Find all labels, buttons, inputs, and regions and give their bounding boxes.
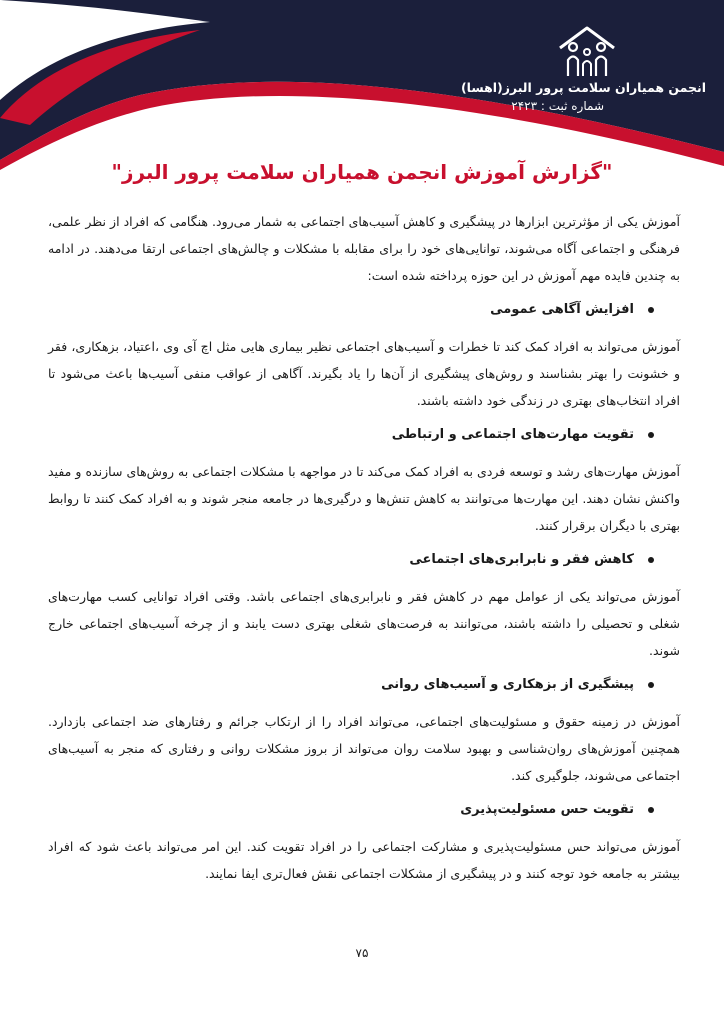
page-number: ۷۵ bbox=[355, 946, 369, 960]
section-heading bbox=[48, 424, 680, 446]
intro-paragraph: آموزش یکی از مؤثرترین ابزارها در پیشگیری و کاهش آسیب‌های اجتماعی به شمار می‌رود. هنگامی که افراد از نظر علمی، فرهنگی و اجتماعی آگاه می‌شوند، توانایی‌های خود را برای مقابله با مشکلات و چالش‌های اجتماعی ارتقا می‌دهند. در ادامه به چندین فایده مهم آموزش در این حوزه پرداخته شده است: bbox=[48, 214, 680, 283]
bullet-icon bbox=[648, 432, 654, 438]
bullet-icon bbox=[648, 682, 654, 688]
section-paragraph: آموزش می‌تواند به افراد کمک کند تا خطرات و آسیب‌های اجتماعی نظیر بیماری هایی مثل اچ آی وی ،اعتیاد، بزهکاری، فقر و خشونت را بهتر بشناسند و روش‌های پیشگیری از آن‌ها را یاد بگیرند. آگاهی از عواقب منفی آسیب‌ها باعث می‌شود تا افراد انتخاب‌های بهتری در زندگی خود داشته باشند. bbox=[48, 339, 680, 408]
section-heading bbox=[48, 799, 680, 821]
section-heading-text: تقویت مهارت‌های اجتماعی و ارتباطی bbox=[391, 427, 634, 442]
section-paragraph: آموزش می‌تواند حس مسئولیت‌پذیری و مشارکت اجتماعی را در افراد تقویت کند. این امر می‌تواند باعث شود که افراد بیشتر به جامعه خود توجه کنند و در پیشگیری از مشکلات اجتماعی نقش فعال‌تری ایفا نمایند. bbox=[48, 839, 680, 881]
registration-number: شماره ثبت : ۲۴۲۳ bbox=[511, 99, 604, 113]
section-heading bbox=[48, 549, 680, 571]
bullet-icon bbox=[648, 557, 654, 563]
section-heading-text: پیشگیری از بزهکاری و آسیب‌های روانی bbox=[381, 677, 634, 692]
report-title: "گزارش آموزش انجمن همیاران سلامت پرور البرز" bbox=[111, 160, 613, 184]
section-paragraph: آموزش می‌تواند یکی از عوامل مهم در کاهش فقر و نابرابری‌های اجتماعی باشد. وقتی افراد توانایی کسب مهارت‌های شغلی و تحصیلی را داشته باشند، می‌توانند به فرصت‌های شغلی بهتری دست یابند و از چرخه آسیب‌های اجتماعی خارج شوند. bbox=[48, 589, 680, 658]
report-body bbox=[48, 208, 680, 897]
section-heading-text: افزایش آگاهی عمومی bbox=[490, 302, 634, 317]
section-heading-text: کاهش فقر و نابرابری‌های اجتماعی bbox=[409, 552, 634, 567]
section-heading bbox=[48, 674, 680, 696]
section-paragraph: آموزش در زمینه حقوق و مسئولیت‌های اجتماعی، می‌تواند افراد را از ارتکاب جرائم و رفتارهای ضد اجتماعی بازدارد. همچنین آموزش‌های روان‌شناسی و بهبود سلامت روان می‌تواند از بروز مشکلات روانی و رفتاری که منجر به آسیب‌های اجتماعی می‌شوند، جلوگیری کند. bbox=[48, 714, 680, 783]
section-paragraph: آموزش مهارت‌های رشد و توسعه فردی به افراد کمک می‌کند تا در مواجهه با مشکلات اجتماعی به روش‌های سازنده و مفید واکنش نشان دهند. این مهارت‌ها می‌توانند به کاهش تنش‌ها و درگیری‌ها در جامعه منجر شوند و به افراد کمک کنند تا روابط بهتری با دیگران برقرار کنند. bbox=[48, 464, 680, 533]
bullet-icon bbox=[648, 307, 654, 313]
organization-logo-icon bbox=[556, 24, 618, 80]
bullet-icon bbox=[648, 807, 654, 813]
section-heading-text: تقویت حس مسئولیت‌پذیری bbox=[460, 802, 634, 817]
section-heading bbox=[48, 299, 680, 321]
organization-name: انجمن همیاران سلامت پرور البرز(اهسا) bbox=[460, 80, 706, 95]
